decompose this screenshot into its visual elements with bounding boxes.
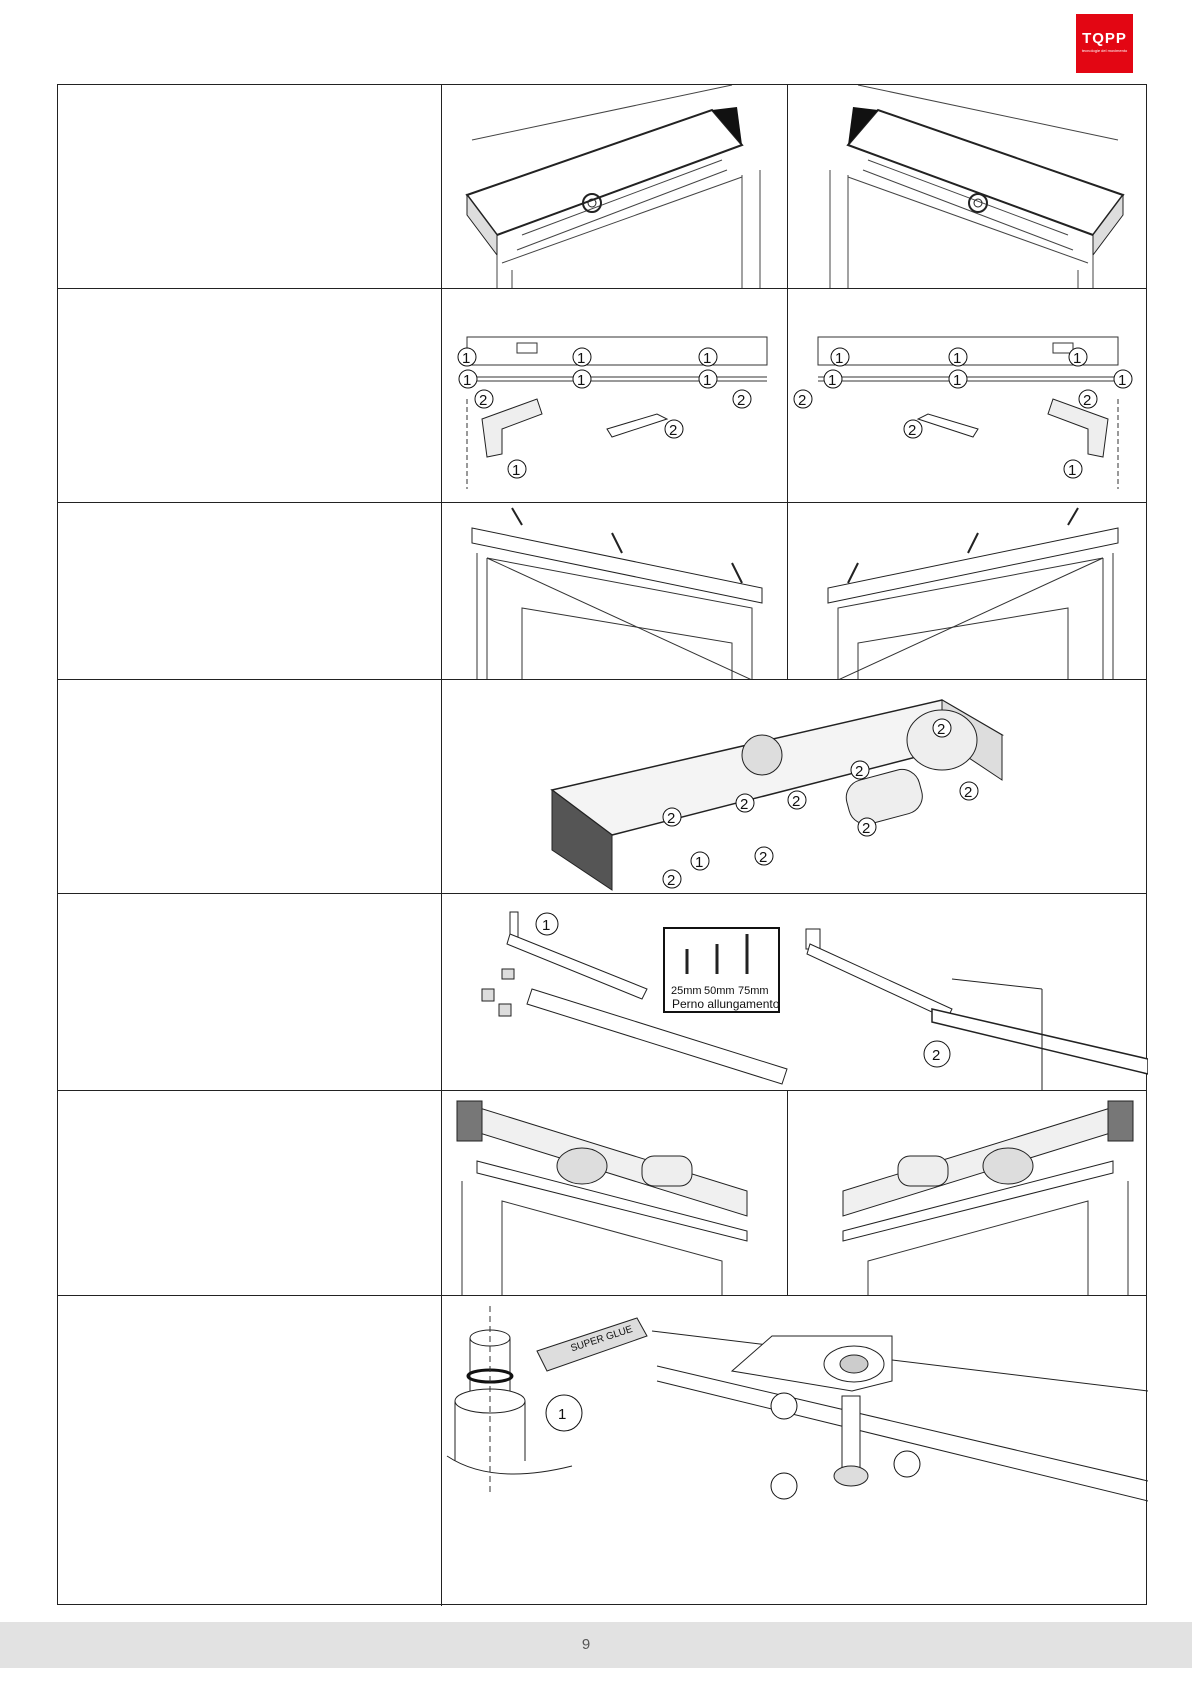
- page-number: 9: [581, 1636, 591, 1653]
- step-row-3: [58, 503, 1146, 680]
- svg-text:1: 1: [512, 462, 521, 479]
- svg-text:2: 2: [667, 810, 676, 827]
- svg-text:2: 2: [759, 849, 768, 866]
- svg-text:2: 2: [740, 796, 749, 813]
- svg-text:1: 1: [695, 854, 704, 871]
- svg-text:1: 1: [828, 372, 837, 389]
- svg-text:1: 1: [953, 372, 962, 389]
- brand-logo: [1076, 14, 1133, 73]
- svg-text:1: 1: [703, 372, 712, 389]
- figure-plate-mount-left: [442, 503, 787, 679]
- step-text-cell: [58, 894, 442, 1090]
- step-text-cell: [58, 680, 442, 893]
- figure-installed-right: [787, 1091, 1148, 1295]
- brand-name: TQPP: [1082, 30, 1127, 47]
- step-row-4: [58, 680, 1146, 894]
- svg-text:2: 2: [1083, 392, 1092, 409]
- svg-text:1: 1: [835, 350, 844, 367]
- glue-tube-label: SUPER GLUE: [569, 1323, 635, 1355]
- svg-text:2: 2: [479, 392, 488, 409]
- step-row-7: [58, 1296, 1146, 1606]
- svg-text:2: 2: [937, 721, 946, 738]
- figure-drill-template-right: [787, 289, 1148, 502]
- svg-text:1: 1: [1118, 372, 1127, 389]
- svg-text:1: 1: [462, 350, 471, 367]
- figure-operator-unit: [442, 680, 1148, 893]
- step-text-cell: [58, 503, 442, 679]
- svg-text:2: 2: [932, 1047, 941, 1064]
- pin-size-75: 75mm: [738, 985, 769, 997]
- instruction-table: [57, 84, 1147, 1605]
- svg-text:2: 2: [964, 784, 973, 801]
- svg-text:1: 1: [953, 350, 962, 367]
- pin-extension-caption: Perno allungamento: [672, 997, 780, 1011]
- svg-text:2: 2: [908, 422, 917, 439]
- pin-size-50: 50mm: [704, 985, 735, 997]
- figure-drill-template-left: [442, 289, 787, 502]
- figure-arm-assembly: [442, 894, 1148, 1090]
- figure-installed-left: [442, 1091, 787, 1295]
- svg-text:2: 2: [792, 793, 801, 810]
- svg-text:1: 1: [577, 350, 586, 367]
- step-text-cell: [58, 1296, 442, 1606]
- svg-text:1: 1: [1068, 462, 1077, 479]
- svg-text:2: 2: [669, 422, 678, 439]
- svg-text:2: 2: [855, 763, 864, 780]
- svg-text:2: 2: [798, 392, 807, 409]
- svg-text:1: 1: [558, 1406, 567, 1423]
- step-text-cell: [58, 1091, 442, 1295]
- pin-size-25: 25mm: [671, 985, 702, 997]
- svg-text:1: 1: [577, 372, 586, 389]
- step-text-cell: [58, 85, 442, 288]
- svg-text:1: 1: [542, 917, 551, 934]
- svg-text:1: 1: [1073, 350, 1082, 367]
- step-row-2: [58, 289, 1146, 503]
- svg-text:1: 1: [703, 350, 712, 367]
- figure-plate-mount-right: [787, 503, 1148, 679]
- svg-text:2: 2: [667, 872, 676, 889]
- step-row-6: [58, 1091, 1146, 1296]
- figure-cover-left: [442, 85, 787, 288]
- step-row-1: [58, 85, 1146, 289]
- svg-text:2: 2: [862, 820, 871, 837]
- figure-cover-right: [787, 85, 1148, 288]
- svg-text:1: 1: [463, 372, 472, 389]
- step-text-cell: [58, 289, 442, 502]
- svg-text:2: 2: [737, 392, 746, 409]
- step-row-5: [58, 894, 1146, 1091]
- page-footer: [0, 1622, 1192, 1668]
- figure-pivot-glue: [442, 1296, 1148, 1606]
- brand-tagline: tecnologie del movimento: [1081, 48, 1128, 53]
